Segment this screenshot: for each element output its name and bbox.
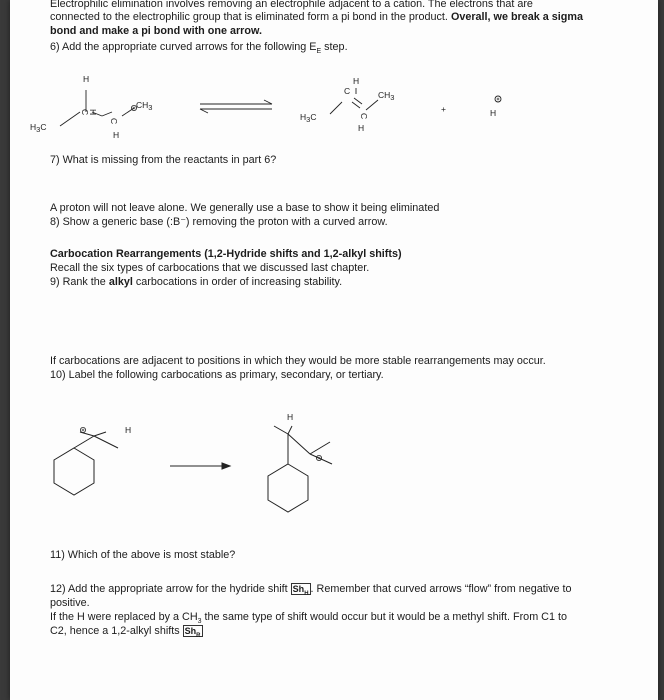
question-12-line-3-post: the same type of shift would occur but it would be a methyl shift. From C1 to — [201, 611, 567, 623]
question-10: 10) Label the following carbocations as primary, secondary, or tertiary. — [50, 369, 384, 381]
question-6-tail: step. — [321, 41, 348, 53]
question-9 — [50, 276, 342, 289]
reactant-ch3-label: CH3 — [136, 100, 153, 112]
intro-line-1: Electrophilic elimination involves removing an electrophile adjacent to a cation. The electrons that are — [50, 0, 533, 10]
intro-line-2-text: connected to the electrophilic group that is eliminated form a pi bond in the product. — [50, 11, 448, 23]
question-12-line-1 — [50, 583, 572, 601]
reactant-h-c2: H — [113, 130, 120, 140]
reactant-c-label: C — [80, 109, 90, 116]
question-12-pre: 12) Add the appropriate arrow for the hydride shift — [50, 583, 288, 595]
question-12-line-3-pre: If the H were replaced by a CH — [50, 611, 198, 623]
alkyl-shift-symbol: $Sh_R$ — [184, 626, 201, 639]
intro-line-2-bold: Overall, we break a sigma — [450, 11, 583, 23]
question-6 — [50, 41, 348, 58]
proton-note: A proton will not leave alone. We generally use a base to show it being eliminated — [50, 202, 440, 214]
reactant-h-lower: H — [88, 109, 98, 116]
product-h-top: H — [353, 76, 360, 86]
intro-line-2 — [50, 11, 583, 24]
question-6-subscript: E — [316, 48, 322, 56]
proton-h-label: H — [490, 108, 497, 118]
question-11: 11) Which of the above is most stable? — [50, 549, 236, 561]
e-elimination-reaction — [10, 68, 658, 163]
question-9-bold: alkyl — [108, 276, 133, 288]
hydride-shift-symbol: $Sh_H$ — [292, 584, 309, 597]
question-6-text: 6) Add the appropriate curved arrows for the following E — [50, 41, 317, 53]
reactant-h-label: H — [83, 74, 90, 84]
product-ch3-label: CH3 — [378, 90, 395, 102]
product-c-low: C — [359, 113, 369, 120]
left-hydride-label: H — [125, 425, 132, 435]
plus-sign: + — [441, 104, 446, 114]
product-h3c-label: H3C — [300, 112, 317, 124]
adjacent-note: If carbocations are adjacent to positions in which they would be more stable rearrangements may occur. — [50, 355, 546, 367]
question-12-line-4 — [50, 625, 203, 643]
intro-line-3: bond and make a pi bond with one arrow. — [50, 25, 262, 37]
reactant-h3c-text: H3C — [30, 122, 47, 134]
document-page — [10, 0, 658, 700]
right-hydride-label: H — [287, 412, 294, 422]
product-h-low: H — [358, 123, 365, 133]
recall-text: Recall the six types of carbocations that we discussed last chapter. — [50, 262, 370, 274]
hydride-shift-diagram — [10, 408, 658, 518]
question-12-line-4-text: C2, hence a 1,2-alkyl shifts — [50, 625, 180, 637]
product-c-top: C — [344, 86, 351, 96]
question-9-post: carbocations in order of increasing stability. — [132, 276, 343, 288]
question-12-line-2: positive. — [50, 597, 90, 609]
question-8: 8) Show a generic base (:B⁻) removing the proton with a curved arrow. — [50, 216, 388, 228]
question-7: 7) What is missing from the reactants in part 6? — [50, 154, 277, 166]
question-12-post: . Remember that curved arrows “flow” from negative to — [310, 583, 572, 595]
reactant-c2-label: C — [109, 118, 119, 125]
question-9-pre: 9) Rank the — [50, 276, 109, 288]
question-12-line-3-sub: 3 — [197, 618, 202, 626]
rearrangements-heading: Carbocation Rearrangements (1,2-Hydride shifts and 1,2-alkyl shifts) — [50, 248, 402, 260]
